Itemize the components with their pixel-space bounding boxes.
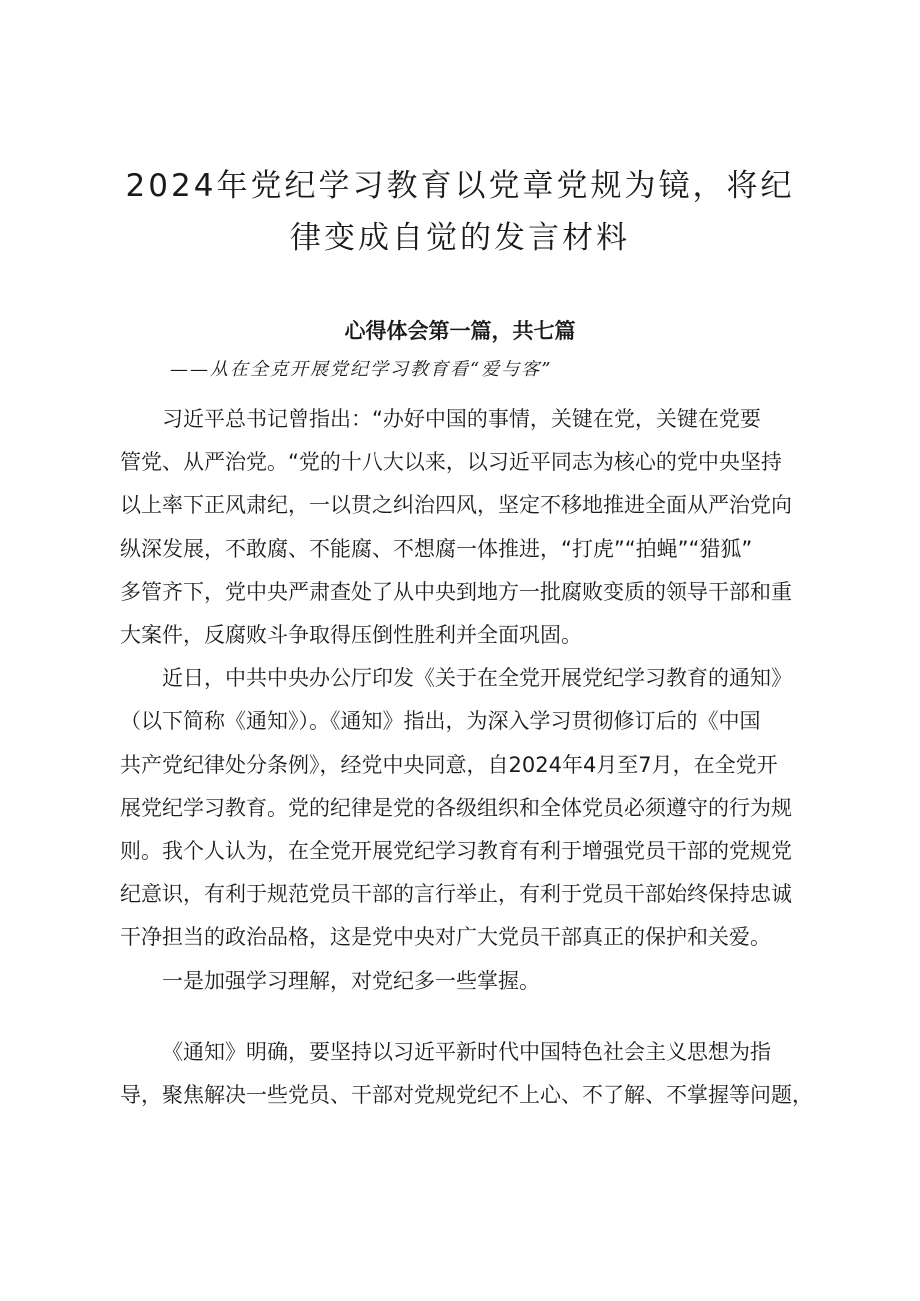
paragraph-line: 干净担当的政治品格，这是党中央对广大党员干部真正的保护和关爱。	[120, 925, 771, 950]
title-line-1: 2024年党纪学习教育以党章党规为镜，将纪	[125, 168, 795, 204]
paragraph-line: 《通知》明确，要坚持以习近平新时代中国特色社会主义思想为指	[162, 1039, 771, 1064]
paragraph-line: 展党纪学习教育。党的纪律是党的各级组织和全体党员必须遵守的行为规	[120, 795, 792, 820]
paragraph-3	[120, 1031, 813, 1117]
paragraph-line: 大案件，反腐败斗争取得压倒性胜利并全面巩固。	[120, 623, 582, 648]
document-body	[120, 398, 813, 1117]
title-line-2: 律变成自觉的发言材料	[290, 220, 630, 256]
paragraph-line: 以上率下正风肃纪，一以贯之纠治四风，坚定不移地推进全面从严治党向	[120, 493, 792, 518]
paragraph-line: 管党、从严治党。“党的十八大以来，以习近平同志为核心的党中央坚持	[120, 450, 782, 475]
document-title	[100, 160, 820, 264]
paragraph-line: 多管齐下，党中央严肃查处了从中央到地方一批腐败变质的领导干部和重	[120, 579, 792, 604]
paragraph-line: 习近平总书记曾指出：“办好中国的事情，关键在党，关键在党要	[162, 407, 761, 431]
document-byline: ——从在全克开展党纪学习教育看“爱与客”	[170, 359, 553, 380]
paragraph-line: 近日，中共中央办公厅印发《关于在全党开展党纪学习教育的通知》	[162, 666, 792, 691]
paragraph-gap	[120, 1003, 810, 1031]
paragraph-line: 纪意识，有利于规范党员干部的言行举止，有利于党员干部始终保持忠诚	[120, 882, 792, 907]
paragraph-line: 则。我个人认为，在全党开展党纪学习教育有利于增强党员干部的党规党	[120, 839, 792, 864]
paragraph-line: 共产党纪律处分条例》，经党中央同意，自2024年4月至7月，在全党开	[120, 752, 778, 777]
document-subtitle: 心得体会第一篇，共七篇	[344, 319, 576, 343]
paragraph-line: （以下简称《通知》）。《通知》指出，为深入学习贯彻修订后的《中国	[120, 709, 761, 734]
section-heading-1	[120, 960, 810, 1003]
paragraph-line: 导，聚焦解决一些党员、干部对党规党纪不上心、不了解、不掌握等问题，	[120, 1083, 813, 1108]
section-heading-line: 一是加强学习理解，对党纪多一些掌握。	[162, 968, 540, 993]
paragraph-line: 纵深发展，不敢腐、不能腐、不想腐一体推进，“打虎”“拍蝇”“猎狐”	[120, 536, 753, 561]
paragraph-2	[120, 657, 810, 959]
paragraph-1	[120, 398, 810, 657]
